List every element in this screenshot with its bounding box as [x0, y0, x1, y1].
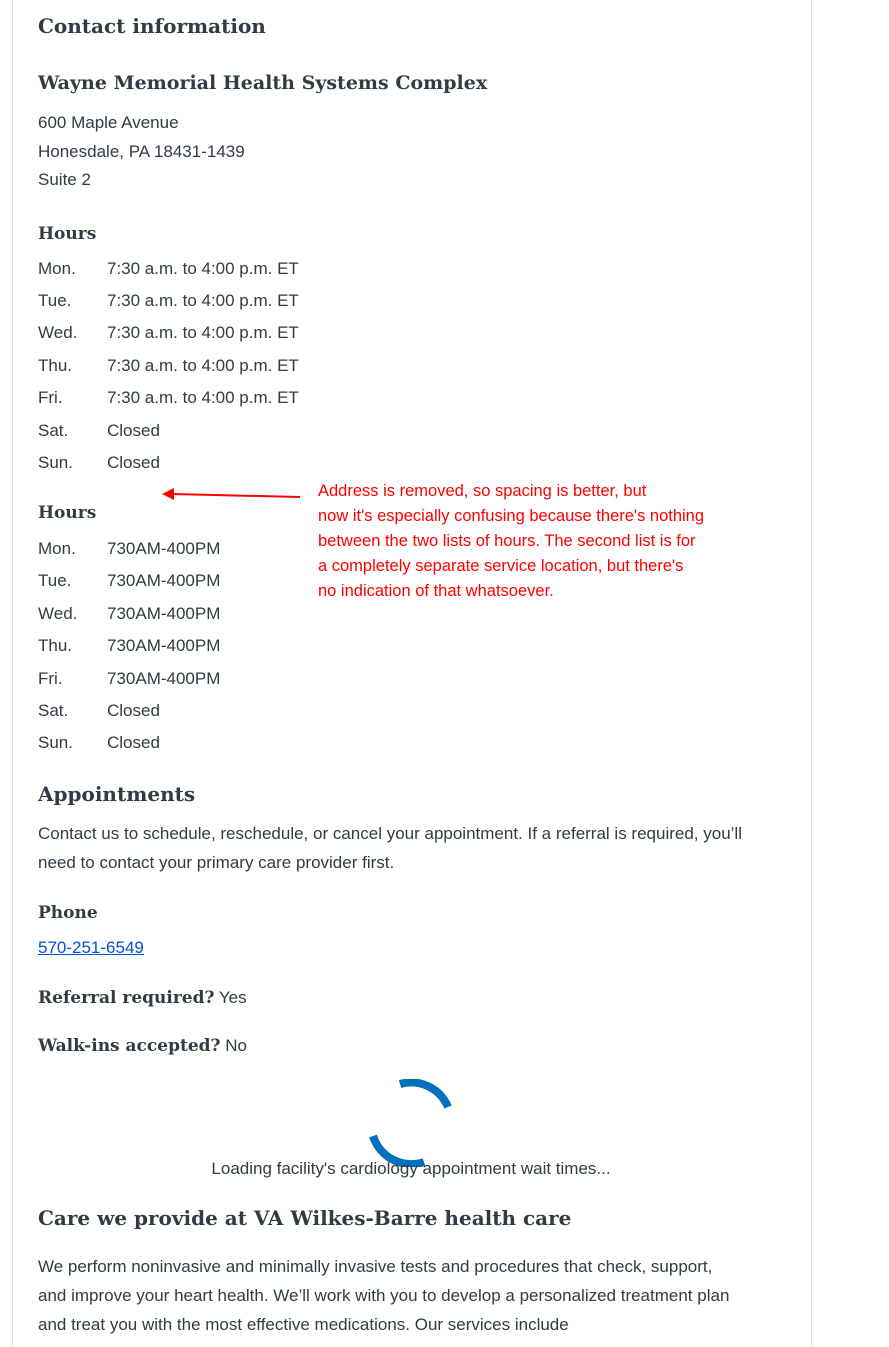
hours-time: Closed: [107, 733, 160, 752]
walkins-accepted: [38, 1036, 247, 1056]
annotation-line: a completely separate service location, but there's: [318, 557, 684, 575]
phone-heading: Phone: [38, 903, 98, 923]
hours-time: 730AM-400PM: [107, 571, 221, 590]
hours-time: 7:30 a.m. to 4:00 p.m. ET: [107, 388, 299, 407]
hours-time: 7:30 a.m. to 4:00 p.m. ET: [107, 356, 299, 375]
hours-time: 730AM-400PM: [107, 636, 221, 655]
appointments-line: Contact us to schedule, reschedule, or cancel your appointment. If a referral is required, you’ll: [38, 824, 742, 843]
loading-spinner-icon: [366, 1079, 454, 1167]
hours-day: Fri.: [38, 669, 63, 688]
hours-row: [38, 636, 220, 656]
referral-required: [38, 988, 247, 1008]
hours-day: Tue.: [38, 571, 72, 590]
appointments-line: need to contact your primary care provider first.: [38, 853, 395, 872]
hours-row: [38, 291, 299, 311]
hours-heading-2: Hours: [38, 503, 97, 523]
hours-day: Wed.: [38, 604, 78, 623]
appointments-text: [38, 819, 798, 877]
hours-time: Closed: [107, 453, 160, 472]
appointments-heading: Appointments: [38, 782, 196, 806]
hours-day: Sun.: [38, 453, 73, 472]
annotation-line: now it's especially confusing because there's nothing: [318, 507, 705, 525]
care-heading: Care we provide at VA Wilkes-Barre health care: [38, 1206, 572, 1230]
hours-row: [38, 259, 299, 279]
annotation-line: between the two lists of hours. The second list is for: [318, 532, 696, 550]
hours-time: 730AM-400PM: [107, 604, 221, 623]
hours-day: Thu.: [38, 356, 73, 375]
hours-day: Mon.: [38, 259, 76, 278]
hours-row: [38, 701, 160, 721]
care-line: and treat you with the most effective medications. Our services include: [38, 1315, 569, 1334]
hours-time: 730AM-400PM: [107, 539, 221, 558]
hours-row: [38, 356, 299, 376]
walkins-value: No: [220, 1036, 247, 1055]
facility-name: Wayne Memorial Health Systems Complex: [38, 72, 488, 94]
hours-day: Sat.: [38, 421, 69, 440]
hours-time: 7:30 a.m. to 4:00 p.m. ET: [107, 291, 299, 310]
hours-row: [38, 733, 160, 753]
hours-day: Wed.: [38, 323, 78, 342]
hours-day: Tue.: [38, 291, 72, 310]
care-line: We perform noninvasive and minimally invasive tests and procedures that check, support,: [38, 1257, 713, 1276]
hours-day: Fri.: [38, 388, 63, 407]
referral-label: Referral required?: [38, 988, 215, 1008]
hours-time: 7:30 a.m. to 4:00 p.m. ET: [107, 323, 299, 342]
hours-time: 730AM-400PM: [107, 669, 221, 688]
walkins-label: Walk-ins accepted?: [38, 1036, 221, 1056]
hours-row: [38, 323, 299, 343]
hours-time: Closed: [107, 421, 160, 440]
annotation-note: [318, 479, 758, 604]
loading-text: Loading facility's cardiology appointment wait times...: [211, 1159, 611, 1178]
address-line-2: Honesdale, PA 18431-1439: [38, 142, 245, 161]
hours-day: Thu.: [38, 636, 73, 655]
hours-row: [38, 421, 160, 441]
address-line-1: 600 Maple Avenue: [38, 113, 179, 132]
hours-row: [38, 571, 220, 591]
care-line: and improve your heart health. We’ll work with you to develop a personalized treatment plan: [38, 1286, 730, 1305]
hours-day: Sun.: [38, 733, 73, 752]
address-line-3: Suite 2: [38, 170, 91, 189]
annotation-line: no indication of that whatsoever.: [318, 582, 554, 600]
care-text: [38, 1252, 798, 1339]
hours-time: 7:30 a.m. to 4:00 p.m. ET: [107, 259, 299, 278]
hours-day: Sat.: [38, 701, 69, 720]
hours-row: [38, 604, 220, 624]
annotation-arrow-icon: [160, 484, 302, 504]
hours-day: Mon.: [38, 539, 76, 558]
annotation-line: Address is removed, so spacing is better, but: [318, 482, 647, 500]
hours-row: [38, 669, 220, 689]
hours-row: [38, 539, 220, 559]
referral-value: Yes: [214, 988, 247, 1007]
hours-heading-1: Hours: [38, 224, 97, 244]
hours-time: Closed: [107, 701, 160, 720]
hours-row: [38, 453, 160, 473]
contact-heading: Contact information: [38, 14, 266, 38]
phone-link[interactable]: 570-251-6549: [38, 938, 144, 957]
hours-row: [38, 388, 299, 408]
